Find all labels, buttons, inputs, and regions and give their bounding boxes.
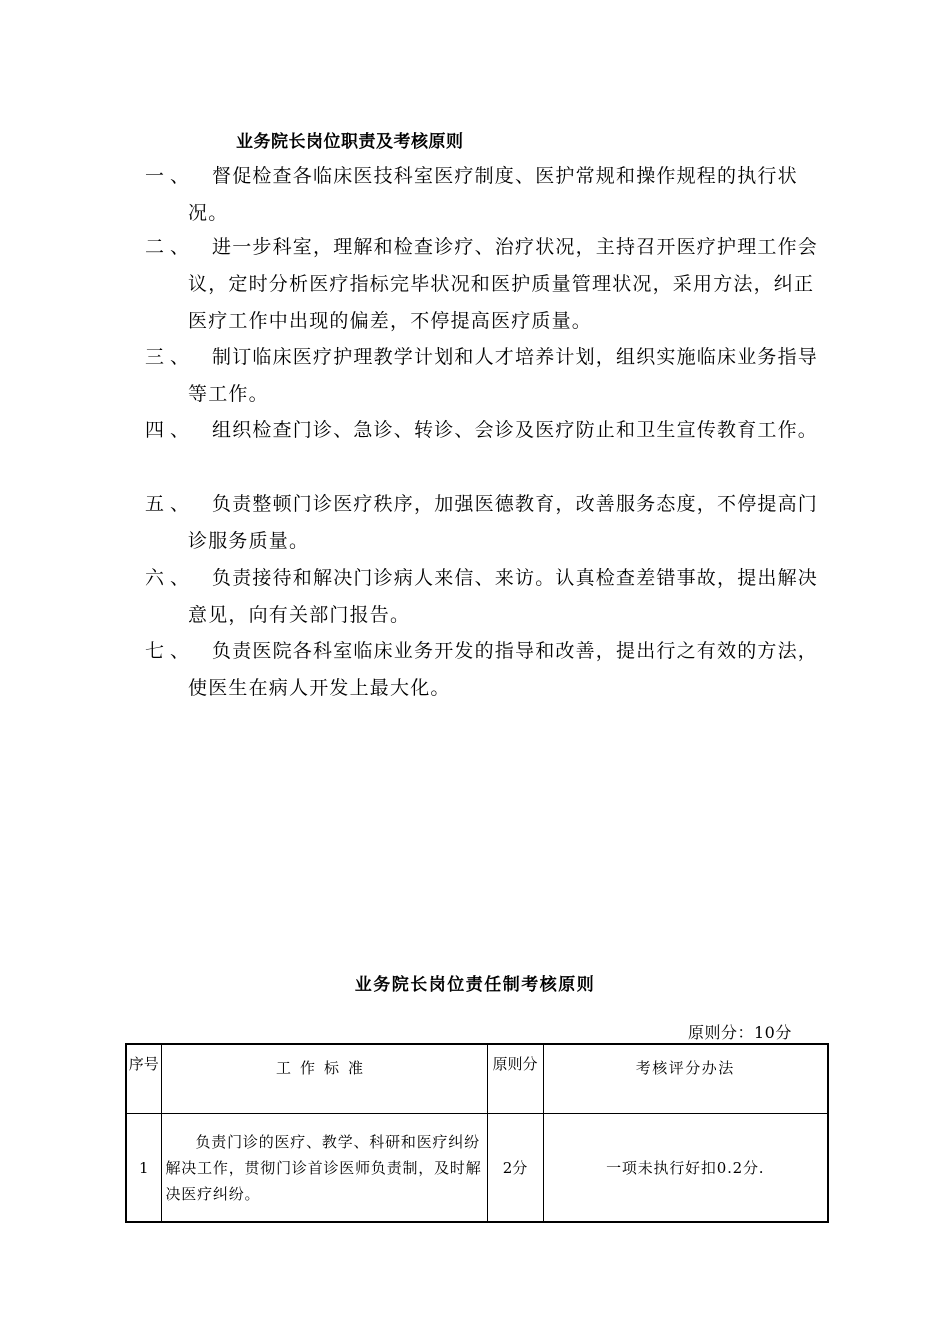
header-scoring-method: 考核评分办法 (543, 1044, 828, 1114)
cell-scoring-method: 一项未执行好扣0.2分. (543, 1114, 828, 1223)
table-header-row (126, 1044, 828, 1114)
document-title: 业务院长岗位职责及考核原则 (236, 132, 464, 152)
standard-score-note: 原则分：10分 (688, 1023, 792, 1042)
duty-item-5 (145, 486, 825, 560)
duty-item-7 (145, 633, 825, 707)
duty-item-text: 组织检查门诊、急诊、转诊、会诊及医疗防止和卫生宣传教育工作。 (212, 419, 819, 441)
assessment-table (125, 1043, 829, 1223)
cell-work-standard: 负责门诊的医疗、教学、科研和医疗纠纷解决工作，贯彻门诊首诊医师负责制，及时解决医疗纠纷。 (161, 1114, 487, 1223)
duty-item-text: 督促检查各临床医技科室医疗制度、医护常规和操作规程的执行状况。 (188, 165, 798, 224)
duty-item-text: 负责整顿门诊医疗秩序，加强医德教育，改善服务态度，不停提高门诊服务质量。 (188, 493, 819, 552)
duty-item-4 (145, 412, 825, 449)
duty-item-2 (145, 229, 825, 340)
duty-item-text: 负责医院各科室临床业务开发的指导和改善，提出行之有效的方法，使医生在病人开发上最大化。 (188, 640, 819, 699)
duty-item-6 (145, 560, 825, 634)
duty-item-3 (145, 339, 825, 413)
duty-item-number: 六、 (145, 567, 196, 589)
header-standard-points: 原则分 (487, 1044, 543, 1114)
duty-item-number: 三、 (145, 346, 196, 368)
duty-item-number: 五、 (145, 493, 196, 515)
duty-item-1 (145, 158, 825, 232)
header-serial-number: 序号 (126, 1044, 161, 1114)
cell-standard-points: 2分 (487, 1114, 543, 1223)
duty-item-number: 七、 (145, 640, 196, 662)
duty-item-text: 进一步科室，理解和检查诊疗、治疗状况，主持召开医疗护理工作会议，定时分析医疗指标完毕状况和医护质量管理状况，采用方法，纠正医疗工作中出现的偏差，不停提高医疗质量。 (188, 236, 819, 332)
cell-serial-number: 1 (126, 1114, 161, 1223)
header-work-standard: 工作标准 (161, 1044, 487, 1114)
assessment-title: 业务院长岗位责任制考核原则 (354, 975, 596, 995)
duty-item-number: 一、 (145, 165, 196, 187)
duty-item-number: 四、 (145, 419, 196, 441)
table-row (126, 1114, 828, 1223)
duty-item-number: 二、 (145, 236, 196, 258)
duty-item-text: 负责接待和解决门诊病人来信、来访。认真检查差错事故，提出解决意见，向有关部门报告。 (188, 567, 819, 626)
duty-item-text: 制订临床医疗护理教学计划和人才培养计划，组织实施临床业务指导等工作。 (188, 346, 819, 405)
